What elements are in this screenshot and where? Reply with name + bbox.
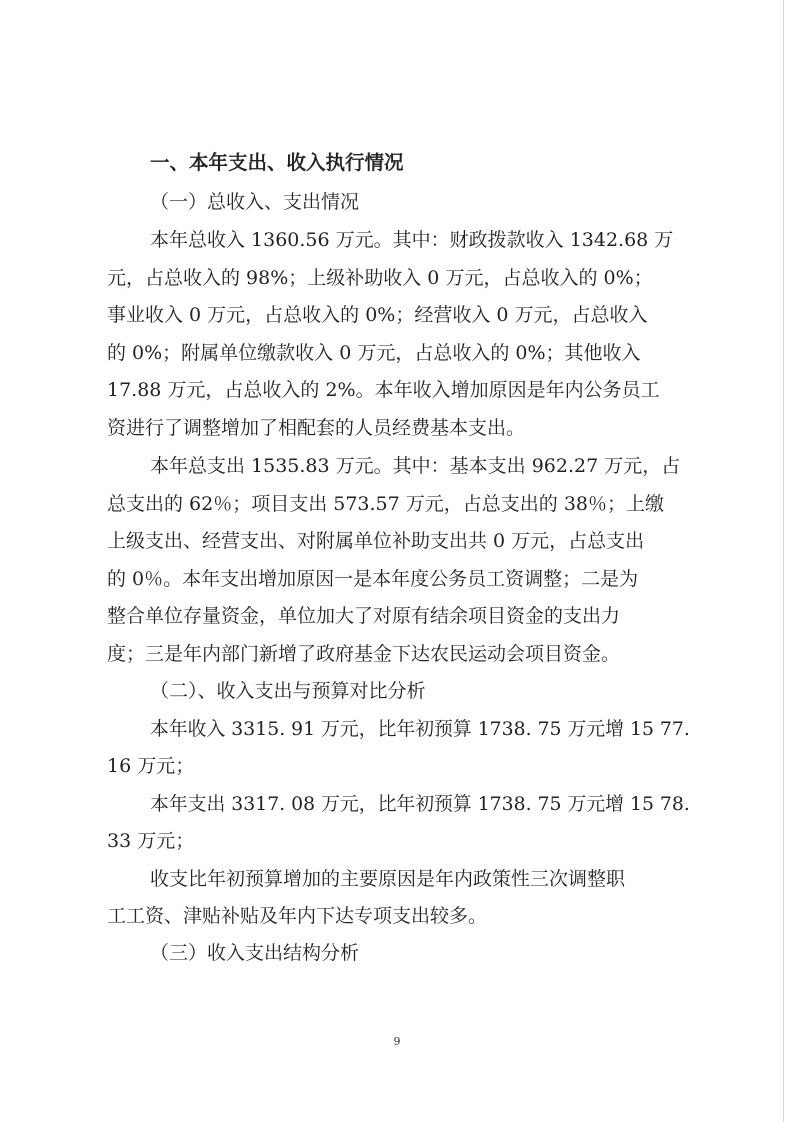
paragraph-line: 的 0%；附属单位缴款收入 0 万元，占总收入的 0%；其他收入 [107, 342, 641, 364]
paragraph-line: 本年支出 3317. 08 万元，比年初预算 1738. 75 万元增 15 78. [150, 793, 690, 815]
paragraph-line: 16 万元； [107, 755, 195, 777]
section-heading: 一、本年支出、收入执行情况 [150, 151, 404, 174]
paragraph-line: 的 0％。本年支出增加原因一是本年度公务员工资调整；二是为 [107, 568, 639, 590]
subsection-title-1: （一）总收入、支出情况 [150, 191, 360, 213]
paragraph-line: 度；三是年内部门新增了政府基金下达农民运动会项目资金。 [107, 643, 621, 665]
paragraph-line: 本年收入 3315. 91 万元，比年初预算 1738. 75 万元增 15 77. [150, 718, 690, 740]
paragraph-line: 总支出的 62％；项目支出 573.57 万元，占总支出的 38％；上缴 [107, 493, 664, 515]
paragraph-line: 本年总收入 1360.56 万元。其中：财政拨款收入 1342.68 万 [150, 229, 674, 251]
paragraph-line: 17.88 万元，占总收入的 2%。本年收入增加原因是年内公务员工 [107, 379, 660, 401]
paragraph-line: 33 万元； [107, 830, 195, 852]
subsection-title-3: （三）收入支出结构分析 [150, 942, 360, 964]
paragraph-line: 收支比年初预算增加的主要原因是年内政策性三次调整职 [150, 868, 626, 890]
paragraph-line: 元，占总收入的 98%；上级补助收入 0 万元，占总收入的 0%； [107, 267, 653, 289]
paragraph-line: 上级支出、经营支出、对附属单位补助支出共 0 万元，占总支出 [107, 530, 645, 552]
paragraph-line: 本年总支出 1535.83 万元。其中：基本支出 962.27 万元，占 [150, 455, 681, 477]
scan-edge-line [783, 0, 784, 1122]
paragraph-line: 整合单位存量资金，单位加大了对原有结余项目资金的支出力 [107, 605, 621, 627]
page-number: 9 [393, 1035, 401, 1048]
paragraph-line: 工工资、津贴补贴及年内下达专项支出较多。 [107, 905, 488, 927]
paragraph-line: 事业收入 0 万元，占总收入的 0%；经营收入 0 万元，占总收入 [107, 304, 648, 326]
subsection-title-2: （二）、收入支出与预算对比分析 [150, 680, 426, 702]
paragraph-line: 资进行了调整增加了相配套的人员经费基本支出。 [107, 417, 526, 439]
